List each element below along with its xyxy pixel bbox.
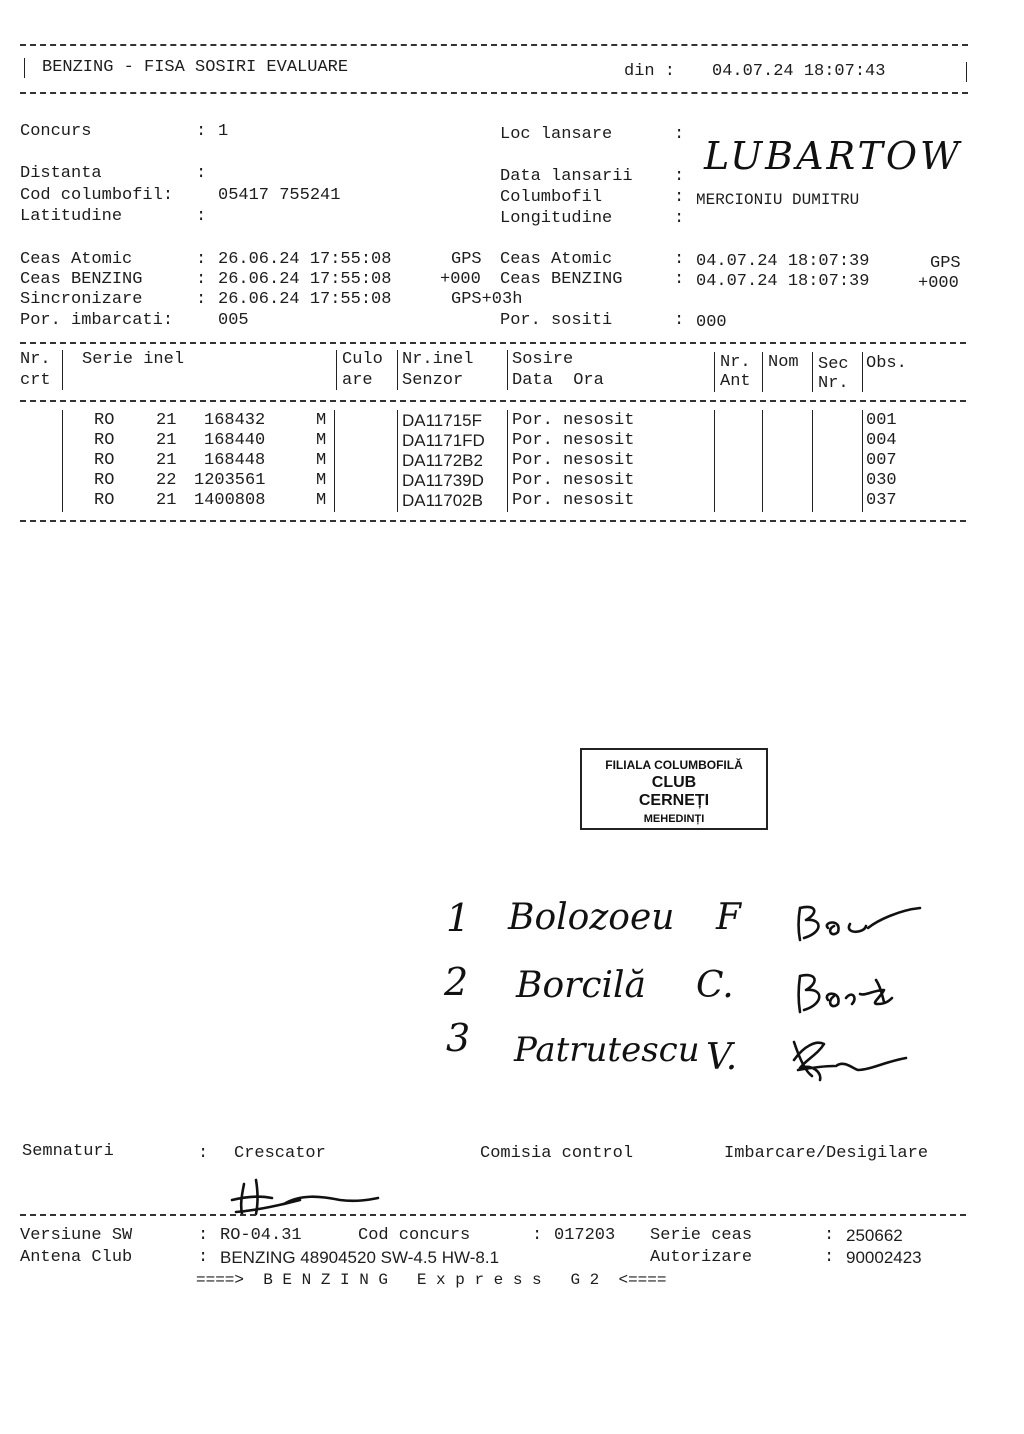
cell-obs: 004 xyxy=(866,431,897,450)
col-header-nr-crt-1: Nr. xyxy=(20,350,51,369)
right-clock-benzing-label: Ceas BENZING xyxy=(500,270,623,289)
antena-value: BENZING 48904520 SW-4.5 HW-8.1 xyxy=(220,1248,500,1267)
right-clock-atomic-colon: : xyxy=(674,250,685,269)
cod-columbofil-value: 05417 755241 xyxy=(218,186,341,205)
distanta-colon: : xyxy=(196,164,207,183)
columbofil-value: MERCIONIU DUMITRU xyxy=(696,191,860,209)
commission-num-2: 2 xyxy=(444,960,469,1004)
right-clock-benzing-colon: : xyxy=(674,270,685,289)
por-imbarcati-label: Por. imbarcati: xyxy=(20,311,174,330)
cod-concurs-label: Cod concurs xyxy=(358,1226,471,1245)
cell-sensor: DA1171FD xyxy=(402,431,485,450)
cell-ring: 168432 xyxy=(204,411,266,430)
col-header-sosire-2: Data Ora xyxy=(512,371,604,390)
header-sep xyxy=(397,350,398,390)
cell-country: RO xyxy=(94,471,115,490)
header-sep xyxy=(62,350,63,390)
stamp-line-1: FILIALA COLUMBOFILĂ xyxy=(605,758,743,772)
left-clock-atomic-suffix: GPS xyxy=(451,250,482,269)
versiune-value: RO-04.31 xyxy=(220,1226,302,1245)
left-clock-atomic-value: 26.06.24 17:55:08 xyxy=(218,250,392,269)
col-header-nr-inel-2: Senzor xyxy=(402,371,464,390)
left-clock-atomic-label: Ceas Atomic xyxy=(20,250,133,269)
left-clock-benzing-label: Ceas BENZING xyxy=(20,270,143,289)
longitudine-label: Longitudine xyxy=(500,209,613,228)
table-bottom-rule xyxy=(20,520,966,522)
serie-ceas-value: 250662 xyxy=(846,1226,903,1245)
cell-ring: 1400808 xyxy=(194,491,266,510)
right-clock-atomic-value: 04.07.24 18:07:39 xyxy=(696,252,870,271)
cell-year: 22 xyxy=(156,471,177,490)
header-left-bar xyxy=(24,58,25,78)
footer-rule xyxy=(20,1214,966,1216)
header-sep xyxy=(812,352,813,392)
header-sep xyxy=(714,352,715,392)
table-row xyxy=(0,411,1024,431)
row-sep xyxy=(762,410,763,512)
col-header-serie: Serie inel xyxy=(82,350,185,369)
col-header-nr-inel-1: Nr.inel xyxy=(402,350,474,369)
sincronizare-label: Sincronizare xyxy=(20,290,143,309)
table-row xyxy=(0,451,1024,471)
club-stamp xyxy=(580,748,768,830)
commission-num-1: 1 xyxy=(446,896,471,940)
antena-label: Antena Club xyxy=(20,1248,133,1267)
header-sep xyxy=(336,350,337,390)
cell-sensor: DA11715F xyxy=(402,411,483,430)
benzing-banner: ====> B E N Z I N G E x p r e s s G 2 <==== xyxy=(196,1271,667,1289)
concurs-value: 1 xyxy=(218,122,229,141)
commission-name-2: Borcilă xyxy=(516,965,646,1006)
serie-ceas-label: Serie ceas xyxy=(650,1226,753,1245)
row-sep xyxy=(812,410,813,512)
table-header-rule xyxy=(20,400,966,402)
cell-obs: 007 xyxy=(866,451,897,470)
cod-concurs-value: 017203 xyxy=(554,1226,616,1245)
header-right-bar xyxy=(966,62,967,82)
right-clock-atomic-suffix: GPS xyxy=(930,254,961,273)
signature-2 xyxy=(799,975,893,1012)
stamp-line-2: CLUB xyxy=(651,774,697,791)
cod-concurs-colon: : xyxy=(532,1226,543,1245)
signature-crescator xyxy=(232,1180,378,1214)
cell-country: RO xyxy=(94,451,115,470)
left-clock-benzing-suffix: +000 xyxy=(440,270,481,289)
header-sep xyxy=(507,350,508,390)
report-date-value: 04.07.24 18:07:43 xyxy=(712,62,886,81)
columbofil-label: Columbofil xyxy=(500,188,603,207)
loc-lansare-label: Loc lansare xyxy=(500,125,613,144)
row-sep xyxy=(397,410,398,512)
cell-country: RO xyxy=(94,411,115,430)
cell-ring: 168440 xyxy=(204,431,266,450)
latitudine-colon: : xyxy=(196,207,207,226)
header-top-rule xyxy=(20,44,968,46)
comisia-control-label: Comisia control xyxy=(480,1144,634,1163)
header-bottom-rule xyxy=(20,92,968,94)
right-clock-atomic-label: Ceas Atomic xyxy=(500,250,613,269)
sincronizare-colon: : xyxy=(196,290,207,309)
distanta-label: Distanta xyxy=(20,164,102,183)
cell-sensor: DA11739D xyxy=(402,471,484,490)
cell-obs: 037 xyxy=(866,491,897,510)
autorizare-label: Autorizare xyxy=(650,1248,753,1267)
col-header-obs: Obs. xyxy=(866,354,907,373)
columbofil-colon: : xyxy=(674,188,685,207)
cell-year: 21 xyxy=(156,431,177,450)
stamp-line-3: CERNEȚI xyxy=(638,792,710,809)
commission-name-3: Patrutescu xyxy=(514,1030,700,1070)
cod-columbofil-label: Cod columbofil: xyxy=(20,186,174,205)
data-lansarii-colon: : xyxy=(674,167,685,186)
cell-sensor: DA1172B2 xyxy=(402,451,483,470)
cell-sosire: Por. nesosit xyxy=(512,491,635,510)
row-sep xyxy=(334,410,335,512)
commission-initial-3: V. xyxy=(706,1037,738,1078)
cell-sosire: Por. nesosit xyxy=(512,411,635,430)
cell-year: 21 xyxy=(156,411,177,430)
left-clock-atomic-colon: : xyxy=(196,250,207,269)
signature-1 xyxy=(799,907,921,940)
cell-obs: 030 xyxy=(866,471,897,490)
cell-sosire: Por. nesosit xyxy=(512,451,635,470)
col-header-culoare-2: are xyxy=(342,371,373,390)
table-row xyxy=(0,471,1024,491)
sincronizare-suffix: GPS+03h xyxy=(451,290,523,309)
concurs-label: Concurs xyxy=(20,122,92,141)
col-header-nr-ant-1: Nr. xyxy=(720,353,751,372)
row-sep xyxy=(714,410,715,512)
data-lansarii-label: Data lansarii xyxy=(500,167,633,186)
stamp-line-4: MEHEDINȚI xyxy=(643,813,705,825)
col-header-nr-ant-2: Ant xyxy=(720,372,751,391)
row-sep xyxy=(62,410,63,512)
commission-initial-2: C. xyxy=(696,965,734,1006)
header-sep xyxy=(762,352,763,392)
serie-ceas-colon: : xyxy=(824,1226,835,1245)
por-sositi-value: 000 xyxy=(696,313,727,332)
header-sep xyxy=(862,352,863,392)
autorizare-colon: : xyxy=(824,1248,835,1267)
cell-sex: M xyxy=(316,471,327,490)
semnaturi-label: Semnaturi xyxy=(22,1142,114,1161)
cell-sex: M xyxy=(316,491,327,510)
table-row xyxy=(0,431,1024,451)
col-header-nr-crt-2: crt xyxy=(20,371,51,390)
por-imbarcati-value: 005 xyxy=(218,311,249,330)
cell-sex: M xyxy=(316,431,327,450)
concurs-colon: : xyxy=(196,122,207,141)
row-sep xyxy=(862,410,863,512)
report-date-label: din : xyxy=(624,62,676,81)
por-sositi-label: Por. sositi xyxy=(500,311,613,330)
longitudine-colon: : xyxy=(674,209,685,228)
col-header-nom: Nom xyxy=(768,353,799,372)
loc-lansare-colon: : xyxy=(674,125,685,144)
cell-sensor: DA11702B xyxy=(402,491,483,510)
left-clock-benzing-colon: : xyxy=(196,270,207,289)
cell-year: 21 xyxy=(156,451,177,470)
cell-sex: M xyxy=(316,451,327,470)
cell-year: 21 xyxy=(156,491,177,510)
cell-sex: M xyxy=(316,411,327,430)
loc-lansare-handwritten: LUBARTOW xyxy=(704,134,963,178)
versiune-label: Versiune SW xyxy=(20,1226,133,1245)
table-row xyxy=(0,491,1024,511)
cell-country: RO xyxy=(94,491,115,510)
commission-name-1: Bolozoeu xyxy=(508,897,675,938)
col-header-culoare-1: Culo xyxy=(342,350,383,369)
versiune-colon: : xyxy=(198,1226,209,1245)
imbarcare-label: Imbarcare/Desigilare xyxy=(724,1144,929,1163)
right-clock-benzing-suffix: +000 xyxy=(918,274,959,293)
commission-initial-1: F xyxy=(716,897,741,938)
sincronizare-value: 26.06.24 17:55:08 xyxy=(218,290,392,309)
cell-sosire: Por. nesosit xyxy=(512,431,635,450)
cell-obs: 001 xyxy=(866,411,897,430)
por-sositi-colon: : xyxy=(674,311,685,330)
antena-colon: : xyxy=(198,1248,209,1267)
latitudine-label: Latitudine xyxy=(20,207,123,226)
crescator-label: Crescator xyxy=(234,1144,326,1163)
col-header-sec-2: Nr. xyxy=(818,374,849,393)
col-header-sosire-1: Sosire xyxy=(512,350,574,369)
cell-country: RO xyxy=(94,431,115,450)
cell-ring: 1203561 xyxy=(194,471,266,490)
autorizare-value: 90002423 xyxy=(846,1248,922,1267)
table-top-rule xyxy=(20,342,966,344)
signature-3 xyxy=(794,1042,906,1080)
report-title: BENZING - FISA SOSIRI EVALUARE xyxy=(42,58,349,77)
cell-sosire: Por. nesosit xyxy=(512,471,635,490)
left-clock-benzing-value: 26.06.24 17:55:08 xyxy=(218,270,392,289)
row-sep xyxy=(507,410,508,512)
col-header-sec-1: Sec xyxy=(818,355,849,374)
semnaturi-colon: : xyxy=(198,1144,209,1163)
right-clock-benzing-value: 04.07.24 18:07:39 xyxy=(696,272,870,291)
commission-num-3: 3 xyxy=(446,1016,471,1060)
cell-ring: 168448 xyxy=(204,451,266,470)
